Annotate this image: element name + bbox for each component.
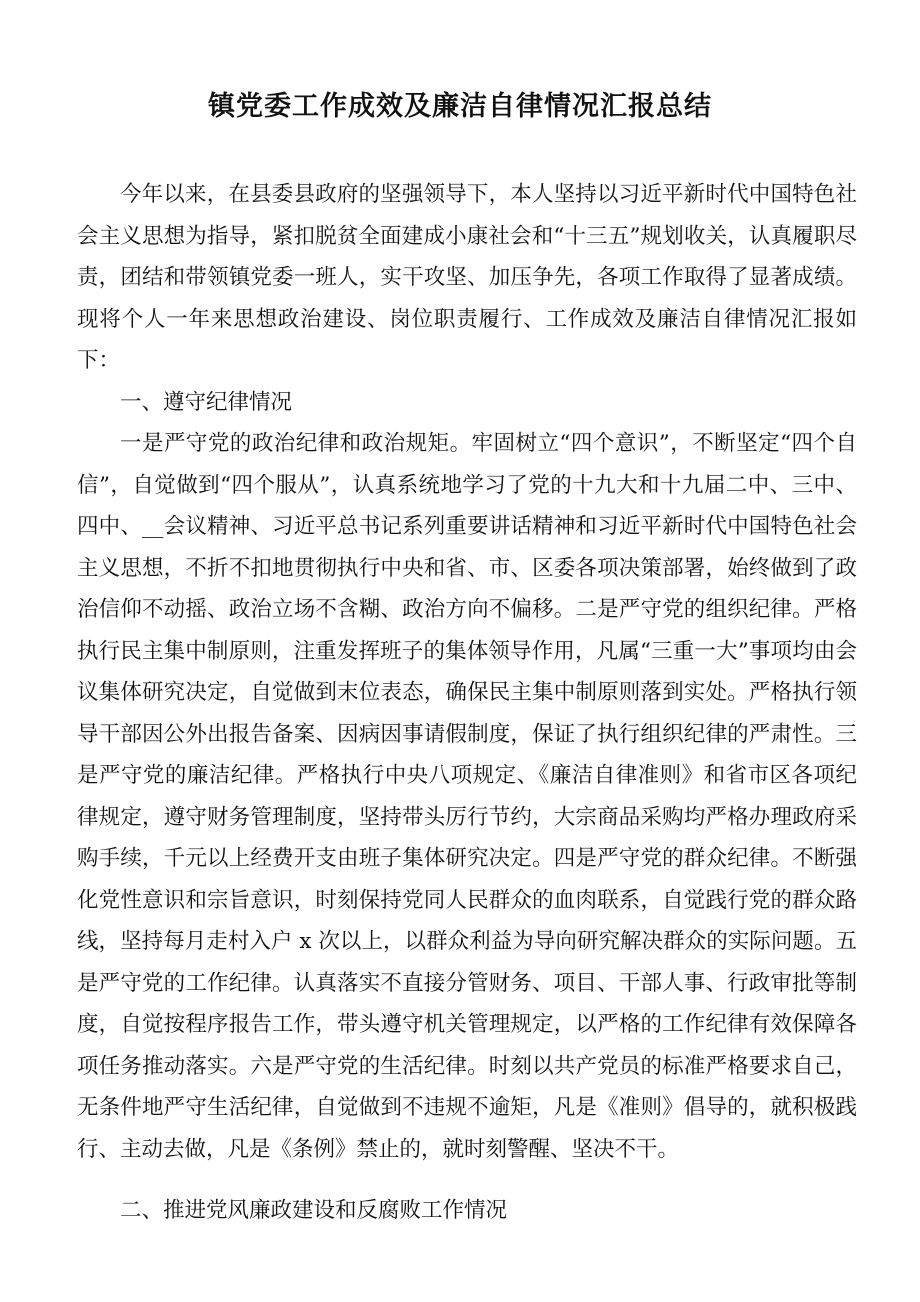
section-heading-discipline: 一、遵守纪律情况: [120, 389, 293, 415]
document-title: 镇党委工作成效及廉洁自律情况汇报总结: [208, 91, 712, 122]
discipline-paragraph: 一是严守党的政治纪律和政治规矩。牢固树立“四个意识”，不断坚定“四个自信”，自觉做到“四个服从”，认真系统地学习了党的十九大和十九届二中、三中、四中、__会议精神、习近平总书记系列重要讲话精神和习近平新时代中国特色社会主义思想，不折不扣地贯彻执行中央和省、市、区委各项决策部署，始终做到了政治信仰不动摇、政治立场不含糊、政治方向不偏移。二是严守党的组织纪律。严格执行民主集中制原则，注重发挥班子的集体领导作用，凡属“三重一大”事项均由会议集体研究决定，自觉做到末位表态，确保民主集中制原则落到实处。严格执行领导干部因公外出报告备案、因病因事请假制度，保证了执行组织纪律的严肃性。三是严守党的廉洁纪律。严格执行中央八项规定、《廉洁自律准则》和省市区各项纪律规定，遵守财务管理制度，坚持带头厉行节约，大宗商品采购均严格办理政府采购手续，千元以上经费开支由班子集体研究决定。四是严守党的群众纪律。不断强化党性意识和宗旨意识，时刻保持党同人民群众的血肉联系，自觉践行党的群众路线，坚持每月走村入户 x 次以上，以群众利益为导向研究解决群众的实际问题。五是严守党的工作纪律。认真落实不直接分管财务、项目、干部人事、行政审批等制度，自觉按程序报告工作，带头遵守机关管理规定，以严格的工作纪律有效保障各项任务推动落实。六是严守党的生活纪律。时刻以共产党员的标准严格要求自己，无条件地严守生活纪律，自觉做到不违规不逾矩，凡是《准则》倡导的，就积极践行、主动去做，凡是《条例》禁止的，就时刻警醒、坚决不干。: [77, 431, 857, 1162]
intro-paragraph: 今年以来，在县委县政府的坚强领导下，本人坚持以习近平新时代中国特色社会主义思想为指导，紧扣脱贫全面建成小康社会和“十三五”规划收关，认真履职尽责，团结和带领镇党委一班人，实干攻坚、加压争先，各项工作取得了显著成绩。现将个人一年来思想政治建设、岗位职责履行、工作成效及廉洁自律情况汇报如下：: [77, 182, 857, 373]
document-body: [77, 174, 857, 1232]
section-heading-anticorruption: 二、推进党风廉政建设和反腐败工作情况: [120, 1198, 508, 1223]
